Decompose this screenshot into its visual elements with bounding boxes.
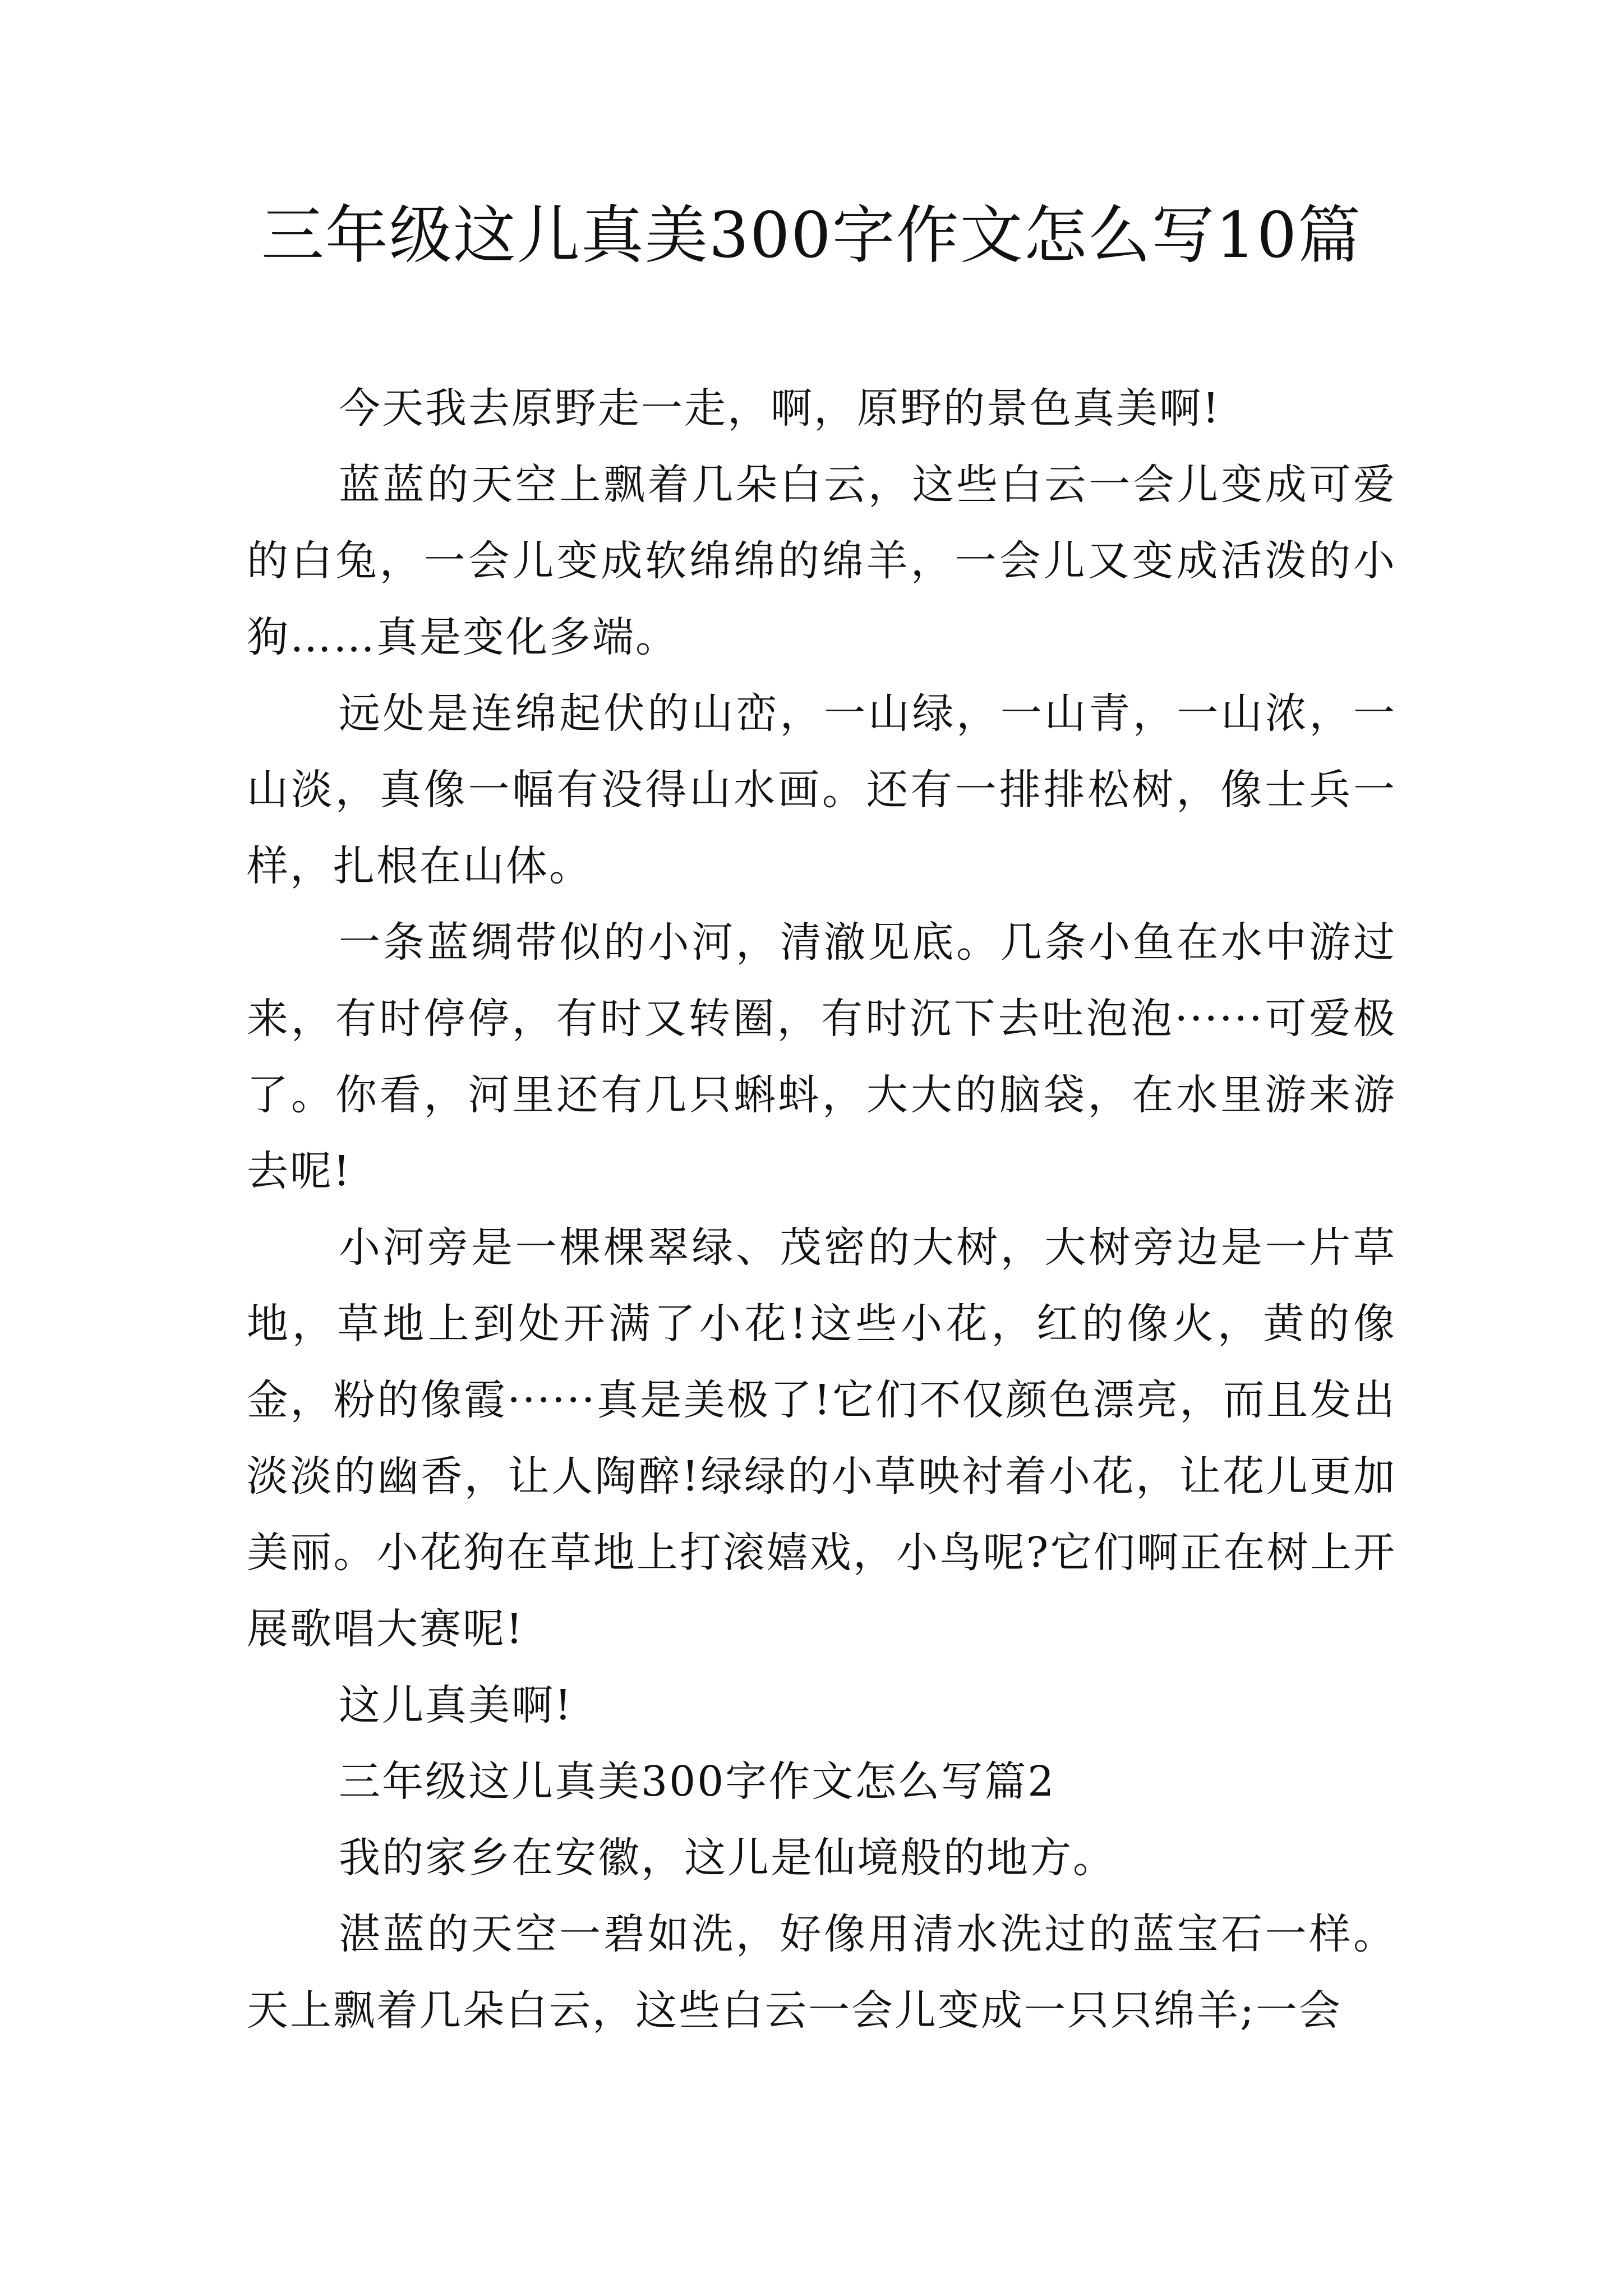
paragraph-2: 蓝蓝的天空上飘着几朵白云，这些白云一会儿变成可爱的白兔，一会儿变成软绵绵的绵羊，一会儿又变成活泼的小狗……真是变化多端。 [247,461,1396,661]
paragraph-8: 湛蓝的天空一碧如洗，好像用清水洗过的蓝宝石一样。天上飘着几朵白云，这些白云一会儿变成一只只绵羊;一会 [247,1910,1396,2035]
document-body [247,370,1396,2049]
paragraph-3: 远处是连绵起伏的山峦，一山绿，一山青，一山浓，一山淡，真像一幅有没得山水画。还有一排排松树，像士兵一样，扎根在山体。 [247,689,1396,890]
paragraph-6: 这儿真美啊! [339,1681,573,1729]
paragraph-4: 一条蓝绸带似的小河，清澈见底。几条小鱼在水中游过来，有时停停，有时又转圈，有时沉下去吐泡泡······可爱极了。你看，河里还有几只蝌蚪，大大的脑袋，在水里游来游去呢! [247,918,1396,1195]
paragraph-5: 小河旁是一棵棵翠绿、茂密的大树，大树旁边是一片草地，草地上到处开满了小花!这些小花，红的像火，黄的像金，粉的像霞······真是美极了!它们不仅颜色漂亮，而且发出淡淡的幽香，让人陶醉!绿绿的小草映衬着小花，让花儿更加美丽。小花狗在草地上打滚嬉戏，小鸟呢?它们啊正在树上开展歌唱大赛呢! [247,1223,1396,1653]
section-heading-2: 三年级这儿真美300字作文怎么写篇2 [339,1757,1056,1806]
document-title: 三年级这儿真美300字作文怎么写10篇 [261,199,1362,272]
paragraph-7: 我的家乡在安徽，这儿是仙境般的地方。 [339,1834,1116,1882]
paragraph-1: 今天我去原野走一走，啊，原野的景色真美啊! [339,384,1221,432]
